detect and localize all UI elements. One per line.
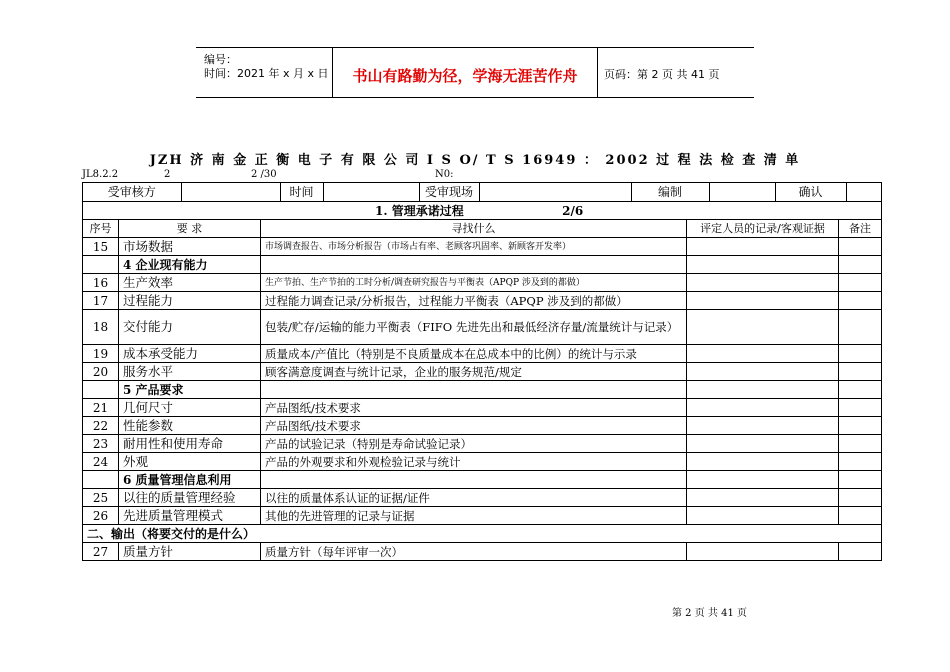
evidence-cell[interactable] (687, 238, 839, 256)
section-title-row (83, 202, 882, 220)
remark-cell[interactable] (839, 435, 882, 453)
doc-sheet: 2 /30 (251, 169, 277, 180)
checklist-row (83, 363, 882, 381)
time-field-label: 时间 (280, 183, 323, 201)
evidence-cell[interactable] (687, 453, 839, 471)
group-heading: 6 质量管理信息利用 (119, 471, 261, 489)
remark-cell[interactable] (839, 399, 882, 417)
seq-cell (83, 381, 119, 399)
group-heading: 5 产品要求 (119, 381, 261, 399)
requirement: 耐用性和使用寿命 (119, 435, 261, 453)
look-for: 产品的试验记录（特别是寿命试验记录） (261, 435, 687, 453)
doc-no-label: N0: (435, 169, 454, 180)
remark-cell[interactable] (839, 292, 882, 310)
info-row (83, 183, 882, 202)
remark-cell[interactable] (839, 453, 882, 471)
find-cell (261, 256, 687, 274)
requirement: 服务水平 (119, 363, 261, 381)
look-for: 生产节拍、生产节拍的工时分析/调查研究报告与平衡表（APQP 涉及到的都做） (261, 274, 687, 292)
checklist-row (83, 345, 882, 363)
checklist-row (83, 489, 882, 507)
seq-number: 20 (83, 363, 119, 381)
slogan: 书山有路勤为径，学海无涯苦作舟 (352, 67, 578, 85)
checklist-row (83, 399, 882, 417)
auditee-label: 受审核方 (83, 183, 181, 201)
evidence-cell[interactable] (687, 543, 839, 561)
look-for: 过程能力调查记录/分析报告，过程能力平衡表（APQP 涉及到的都做） (261, 292, 687, 310)
checklist-row (83, 292, 882, 310)
seq-number: 16 (83, 274, 119, 292)
document-title: JZH 济 南 金 正 衡 电 子 有 限 公 司 I S O/ T S 16949 ： 2002 过 程 法 检 查 清 单 (149, 153, 801, 168)
requirement: 性能参数 (119, 417, 261, 435)
evidence-cell[interactable] (687, 417, 839, 435)
evidence-cell[interactable] (687, 435, 839, 453)
seq-number: 23 (83, 435, 119, 453)
seq-number: 22 (83, 417, 119, 435)
group-heading: 4 企业现有能力 (119, 256, 261, 274)
requirement: 交付能力 (119, 310, 261, 345)
seq-number: 26 (83, 507, 119, 525)
group-heading-row (83, 256, 882, 274)
checklist-table (82, 182, 882, 561)
seq-number: 18 (83, 310, 119, 345)
seq-cell (83, 256, 119, 274)
seq-number: 19 (83, 345, 119, 363)
requirement: 以往的质量管理经验 (119, 489, 261, 507)
checklist-row (83, 417, 882, 435)
site-label: 受审现场 (419, 183, 479, 201)
col-seq: 序号 (83, 220, 119, 238)
site-value[interactable] (479, 183, 631, 201)
col-find: 寻找什么 (261, 220, 687, 238)
seq-number: 25 (83, 489, 119, 507)
seq-number: 15 (83, 238, 119, 256)
remark-cell[interactable] (839, 417, 882, 435)
col-evidence: 评定人员的记录/客观证据 (687, 220, 839, 238)
seq-number: 21 (83, 399, 119, 417)
evidence-cell[interactable] (687, 381, 839, 399)
seq-number: 17 (83, 292, 119, 310)
requirement: 市场数据 (119, 238, 261, 256)
remark-cell[interactable] (839, 345, 882, 363)
doc-version: 2 (164, 169, 171, 180)
col-remark: 备注 (839, 220, 882, 238)
requirement: 几何尺寸 (119, 399, 261, 417)
seq-number: 27 (83, 543, 119, 561)
evidence-cell[interactable] (687, 471, 839, 489)
requirement: 外观 (119, 453, 261, 471)
remark-cell[interactable] (839, 543, 882, 561)
requirement: 质量方针 (119, 543, 261, 561)
group-heading-row (83, 471, 882, 489)
col-req: 要 求 (119, 220, 261, 238)
evidence-cell[interactable] (687, 310, 839, 345)
time-value[interactable] (323, 183, 419, 201)
page-footer: 第 2 页 共 41 页 (672, 608, 747, 619)
header-page-cell (598, 48, 754, 97)
column-header-row (83, 220, 882, 238)
requirement: 生产效率 (119, 274, 261, 292)
prepared-label: 编制 (631, 183, 709, 201)
look-for: 包装/贮存/运输的能力平衡表（FIFO 先进先出和最低经济存量/流量统计与记录） (261, 310, 687, 345)
evidence-cell[interactable] (687, 399, 839, 417)
auditee-value[interactable] (181, 183, 280, 201)
look-for: 以往的质量体系认证的证据/证件 (261, 489, 687, 507)
code-label: 编号： (204, 53, 237, 66)
remark-cell[interactable] (839, 238, 882, 256)
page-number-label: 页码：第 2 页 共 41 页 (604, 68, 720, 81)
look-for: 产品的外观要求和外观检验记录与统计 (261, 453, 687, 471)
checklist-row (83, 543, 882, 561)
header-slogan-cell (333, 48, 598, 97)
checklist-row (83, 238, 882, 256)
evidence-cell[interactable] (687, 292, 839, 310)
prepared-value[interactable] (709, 183, 775, 201)
evidence-cell[interactable] (687, 274, 839, 292)
find-cell (261, 381, 687, 399)
checklist-row (83, 435, 882, 453)
remark-cell[interactable] (839, 471, 882, 489)
requirement: 先进质量管理模式 (119, 507, 261, 525)
remark-cell[interactable] (839, 489, 882, 507)
page-header (196, 47, 754, 98)
remark-cell[interactable] (839, 381, 882, 399)
evidence-cell[interactable] (687, 345, 839, 363)
look-for: 市场调查报告、市场分析报告（市场占有率、老顾客巩固率、新顾客开发率） (261, 238, 687, 256)
confirm-label: 确认 (775, 183, 846, 201)
remark-cell[interactable] (839, 310, 882, 345)
remark-cell[interactable] (839, 274, 882, 292)
section-title: 1. 管理承诺过程 (375, 203, 464, 218)
group-heading-row (83, 381, 882, 399)
seq-cell (83, 471, 119, 489)
look-for: 产品图纸/技术要求 (261, 417, 687, 435)
output-heading: 二、输出（将要交付的是什么） (83, 525, 882, 543)
look-for: 其他的先进管理的记录与证据 (261, 507, 687, 525)
requirement: 成本承受能力 (119, 345, 261, 363)
remark-cell[interactable] (839, 363, 882, 381)
remark-cell[interactable] (839, 256, 882, 274)
look-for: 质量方针（每年评审一次） (261, 543, 687, 561)
checklist-row (83, 507, 882, 525)
look-for: 顾客满意度调查与统计记录，企业的服务规范/规定 (261, 363, 687, 381)
look-for: 质量成本/产值比（特别是不良质量成本在总成本中的比例）的统计与示录 (261, 345, 687, 363)
doc-number: JL8.2.2 (82, 169, 119, 180)
time-label: 时间：2021 年 x 月 x 日 (204, 67, 329, 80)
confirm-value[interactable] (846, 183, 881, 201)
evidence-cell[interactable] (687, 507, 839, 525)
evidence-cell[interactable] (687, 489, 839, 507)
seq-number: 24 (83, 453, 119, 471)
evidence-cell[interactable] (687, 256, 839, 274)
evidence-cell[interactable] (687, 363, 839, 381)
remark-cell[interactable] (839, 507, 882, 525)
look-for: 产品图纸/技术要求 (261, 399, 687, 417)
checklist-row (83, 274, 882, 292)
find-cell (261, 471, 687, 489)
checklist-row (83, 453, 882, 471)
checklist-row (83, 310, 882, 345)
requirement: 过程能力 (119, 292, 261, 310)
output-heading-row (83, 525, 882, 543)
section-page: 2/6 (562, 203, 584, 218)
header-doc-info (196, 48, 333, 97)
